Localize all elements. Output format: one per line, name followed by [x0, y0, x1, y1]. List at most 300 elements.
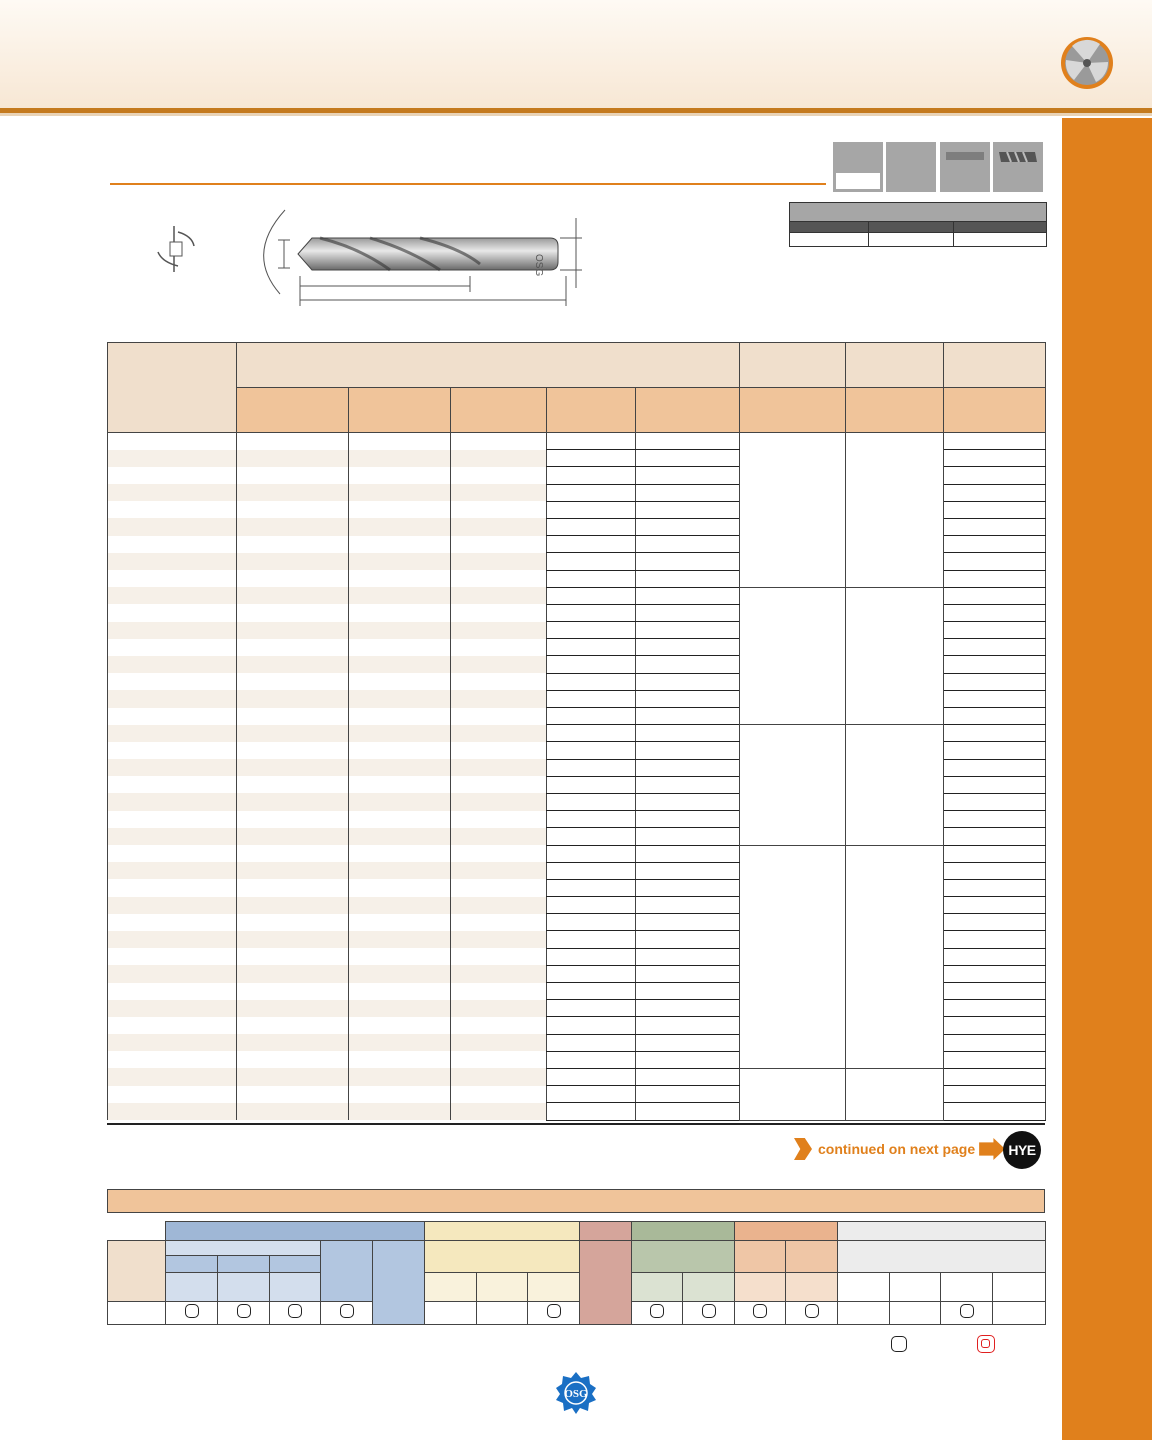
table-cell [349, 1017, 451, 1034]
rating-cell [270, 1302, 321, 1325]
table-cell [108, 518, 237, 535]
table-cell [944, 450, 1046, 467]
rating-cell [321, 1302, 373, 1325]
table-cell [349, 845, 451, 862]
table-cell [349, 639, 451, 656]
table-merged-cell [740, 845, 846, 1068]
table-cell [636, 811, 740, 828]
table-cell [547, 467, 636, 484]
table-cell [944, 518, 1046, 535]
table-cell [636, 501, 740, 518]
table-cell [108, 484, 237, 501]
material-sub-cell [270, 1273, 321, 1302]
table-cell [237, 501, 349, 518]
table-cell [944, 1034, 1046, 1051]
table-row [108, 587, 1046, 604]
material-sub-carbon [166, 1241, 321, 1256]
rating-cell [890, 1302, 941, 1325]
material-group-steel [166, 1222, 425, 1241]
table-cell [237, 845, 349, 862]
rating-cell [838, 1302, 890, 1325]
table-cell [237, 450, 349, 467]
table-cell [944, 1051, 1046, 1068]
table-cell [636, 587, 740, 604]
table-cell [451, 811, 547, 828]
table-cell [636, 673, 740, 690]
table-cell [237, 862, 349, 879]
table-cell [451, 1086, 547, 1103]
recommended-icon [805, 1304, 819, 1318]
arrow-right-icon [979, 1138, 1005, 1160]
table-cell [108, 742, 237, 759]
table-cell [636, 931, 740, 948]
material-banner [107, 1189, 1045, 1213]
table-cell [547, 501, 636, 518]
table-cell [547, 450, 636, 467]
table-cell [108, 604, 237, 621]
rating-cell [632, 1302, 683, 1325]
table-cell [636, 965, 740, 982]
material-sub-cell [218, 1273, 270, 1302]
spec-cell [869, 233, 954, 247]
material-sub-cast-iron [580, 1241, 632, 1325]
table-cell [237, 828, 349, 845]
table-row [108, 725, 1046, 742]
material-sub-cell [477, 1273, 528, 1302]
table-cell [451, 759, 547, 776]
recommended-icon [340, 1304, 354, 1318]
table-cell [547, 862, 636, 879]
material-sub-cell [166, 1273, 218, 1302]
section-sidebar [1062, 118, 1152, 1440]
col-header-feed [846, 388, 944, 433]
table-cell [237, 811, 349, 828]
rating-row-header [108, 1302, 166, 1325]
table-cell [547, 690, 636, 707]
table-cell [547, 1103, 636, 1120]
recommended-icon [237, 1304, 251, 1318]
table-cell [349, 1086, 451, 1103]
osg-logo [554, 1370, 598, 1414]
table-cell [108, 1034, 237, 1051]
table-cell [451, 983, 547, 1000]
table-cell [636, 793, 740, 810]
table-cell [636, 759, 740, 776]
table-cell [636, 1068, 740, 1085]
table-cell [237, 622, 349, 639]
continued-notice[interactable] [794, 1137, 1005, 1161]
table-cell [944, 1000, 1046, 1017]
rating-cell [218, 1302, 270, 1325]
col-header-group-a [740, 343, 846, 388]
table-cell [944, 742, 1046, 759]
page-header [0, 0, 1152, 108]
table-cell [108, 639, 237, 656]
table-cell [636, 742, 740, 759]
table-cell [349, 656, 451, 673]
table-merged-cell [740, 587, 846, 725]
table-cell [237, 587, 349, 604]
table-cell [547, 828, 636, 845]
table-cell [636, 1103, 740, 1120]
rating-cell [528, 1302, 580, 1325]
material-sub-titanium [632, 1241, 735, 1273]
table-cell [636, 725, 740, 742]
table-cell [547, 518, 636, 535]
col-header-shank [636, 388, 740, 433]
table-cell [547, 656, 636, 673]
table-cell [108, 1068, 237, 1085]
table-cell [944, 914, 1046, 931]
table-cell [108, 845, 237, 862]
table-cell [108, 1017, 237, 1034]
spec-header [790, 203, 1047, 222]
table-cell [237, 467, 349, 484]
table-cell [636, 1051, 740, 1068]
table-cell [108, 897, 237, 914]
table-cell [636, 536, 740, 553]
table-cell [451, 501, 547, 518]
table-cell [547, 673, 636, 690]
table-cell [451, 1017, 547, 1034]
table-cell [237, 965, 349, 982]
table-cell [451, 776, 547, 793]
material-sub-cell [425, 1273, 477, 1302]
table-cell [237, 742, 349, 759]
col-header-speed [740, 388, 846, 433]
table-cell [451, 1000, 547, 1017]
material-sub-cell [786, 1273, 838, 1302]
table-cell [451, 914, 547, 931]
table-cell [108, 501, 237, 518]
table-merged-cell [740, 725, 846, 845]
header-rule-shadow [0, 113, 1152, 116]
table-cell [944, 1103, 1046, 1120]
table-cell [237, 793, 349, 810]
material-sub-cell [218, 1256, 270, 1273]
table-cell [451, 931, 547, 948]
table-cell [636, 862, 740, 879]
table-cell [349, 1068, 451, 1085]
table-cell [108, 1086, 237, 1103]
table-cell [349, 708, 451, 725]
material-sub-cell [838, 1273, 890, 1302]
recommended-icon [960, 1304, 974, 1318]
table-cell [547, 897, 636, 914]
table-cell [547, 708, 636, 725]
table-cell [547, 484, 636, 501]
table-cell [547, 1086, 636, 1103]
table-cell [944, 948, 1046, 965]
table-cell [636, 948, 740, 965]
material-sub-other [838, 1241, 1046, 1273]
table-cell [547, 1051, 636, 1068]
table-cell [349, 1034, 451, 1051]
table-cell [451, 845, 547, 862]
table-cell [108, 759, 237, 776]
material-sub-cell [528, 1273, 580, 1302]
table-cell [636, 1086, 740, 1103]
table-cell [237, 673, 349, 690]
col-header-group-c [944, 343, 1046, 388]
spec-col-header [790, 222, 869, 233]
table-cell [547, 914, 636, 931]
coating-category-icon [833, 142, 883, 192]
drill-category-icon [886, 142, 936, 192]
table-cell [451, 587, 547, 604]
table-cell [237, 897, 349, 914]
table-cell [547, 879, 636, 896]
material-sub-cell [270, 1256, 321, 1273]
table-cell [237, 1034, 349, 1051]
material-group-titanium [632, 1222, 735, 1241]
table-cell [944, 725, 1046, 742]
table-cell [237, 604, 349, 621]
table-cell [349, 983, 451, 1000]
table-cell [944, 1068, 1046, 1085]
rating-cell [166, 1302, 218, 1325]
table-cell [237, 776, 349, 793]
table-cell [108, 811, 237, 828]
material-sub-cell [632, 1273, 683, 1302]
col-header-flute-length [451, 388, 547, 433]
material-sub-aluminum [735, 1241, 786, 1273]
table-cell [451, 1068, 547, 1085]
table-cell [944, 1086, 1046, 1103]
material-sub-hardened [373, 1241, 425, 1325]
table-cell [237, 1103, 349, 1120]
col-header-overall-length [547, 388, 636, 433]
col-header-edp [108, 343, 237, 433]
table-cell [349, 673, 451, 690]
material-row-header [108, 1241, 166, 1302]
table-cell [636, 1017, 740, 1034]
table-cell [636, 484, 740, 501]
table-merged-cell [846, 1068, 944, 1120]
table-cell [636, 604, 740, 621]
table-cell [451, 536, 547, 553]
title-rule [110, 183, 826, 185]
table-cell [349, 501, 451, 518]
table-cell [349, 965, 451, 982]
table-cell [636, 467, 740, 484]
table-cell [451, 742, 547, 759]
table-cell [451, 708, 547, 725]
svg-text:OSG: OSG [564, 1388, 588, 1400]
table-cell [636, 656, 740, 673]
table-cell [108, 673, 237, 690]
table-cell [349, 1000, 451, 1017]
table-cell [547, 742, 636, 759]
table-cell [237, 725, 349, 742]
table-cell [349, 484, 451, 501]
table-cell [237, 1068, 349, 1085]
rating-cell [735, 1302, 786, 1325]
table-cell [451, 484, 547, 501]
material-sub-stainless [425, 1241, 580, 1273]
table-cell [547, 811, 636, 828]
table-cell [636, 897, 740, 914]
table-cell [547, 622, 636, 639]
table-cell [636, 983, 740, 1000]
table-cell [547, 931, 636, 948]
recommended-icon [753, 1304, 767, 1318]
table-cell [944, 965, 1046, 982]
rating-cell [425, 1302, 477, 1325]
table-cell [349, 879, 451, 896]
table-cell [547, 1000, 636, 1017]
table-cell [349, 776, 451, 793]
table-cell [944, 484, 1046, 501]
table-cell [108, 622, 237, 639]
rating-cell [683, 1302, 735, 1325]
table-cell [944, 467, 1046, 484]
table-cell [451, 433, 547, 450]
table-cell [237, 656, 349, 673]
table-cell [349, 931, 451, 948]
table-cell [451, 948, 547, 965]
flute-category-icon [993, 142, 1043, 192]
table-cell [636, 570, 740, 587]
table-cell [349, 742, 451, 759]
table-merged-cell [846, 725, 944, 845]
table-cell [451, 793, 547, 810]
table-cell [547, 553, 636, 570]
table-cell [108, 1000, 237, 1017]
table-cell [451, 622, 547, 639]
table-cell [349, 450, 451, 467]
drill-point-end-view-icon [152, 222, 200, 276]
table-cell [547, 604, 636, 621]
recommended-icon [650, 1304, 664, 1318]
table-cell [451, 725, 547, 742]
table-row [108, 845, 1046, 862]
table-cell [108, 467, 237, 484]
table-cell [547, 433, 636, 450]
table-cell [451, 879, 547, 896]
table-cell [451, 467, 547, 484]
recommended-icon [547, 1304, 561, 1318]
material-table [107, 1221, 1046, 1325]
material-group-stainless [425, 1222, 580, 1241]
table-cell [349, 467, 451, 484]
table-merged-cell [846, 433, 944, 588]
table-cell [349, 1051, 451, 1068]
table-cell [237, 1051, 349, 1068]
table-cell [108, 690, 237, 707]
table-cell [636, 518, 740, 535]
table-cell [108, 914, 237, 931]
table-cell [944, 931, 1046, 948]
material-sub-cell [890, 1273, 941, 1302]
table-cell [451, 690, 547, 707]
table-cell [237, 1086, 349, 1103]
table-cell [547, 1068, 636, 1085]
table-cell [636, 433, 740, 450]
table-cell [108, 553, 237, 570]
table-cell [547, 1034, 636, 1051]
table-cell [636, 1034, 740, 1051]
col-header-decimal [349, 388, 451, 433]
table-cell [108, 570, 237, 587]
material-group-other [838, 1222, 1046, 1241]
table-cell [237, 690, 349, 707]
material-sub-cell [993, 1273, 1046, 1302]
table-cell [108, 725, 237, 742]
table-cell [349, 587, 451, 604]
col-header-group-dimensions [237, 343, 740, 388]
spec-cell [954, 233, 1047, 247]
table-cell [636, 914, 740, 931]
svg-text:OSG: OSG [533, 254, 544, 277]
table-cell [237, 570, 349, 587]
table-cell [108, 828, 237, 845]
table-merged-cell [846, 587, 944, 725]
material-sub-cell [683, 1273, 735, 1302]
table-cell [349, 433, 451, 450]
table-cell [944, 587, 1046, 604]
rating-cell [786, 1302, 838, 1325]
table-cell [451, 553, 547, 570]
table-cell [944, 776, 1046, 793]
table-cell [237, 518, 349, 535]
table-cell [451, 1103, 547, 1120]
next-series-badge[interactable]: HYE [1003, 1131, 1041, 1169]
continued-label: continued on next page [818, 1141, 976, 1157]
table-cell [451, 965, 547, 982]
table-cell [944, 673, 1046, 690]
table-cell [547, 536, 636, 553]
table-cell [237, 879, 349, 896]
table-cell [944, 1017, 1046, 1034]
table-cell [547, 759, 636, 776]
table-cell [636, 553, 740, 570]
table-cell [237, 1000, 349, 1017]
table-cell [349, 570, 451, 587]
table-cell [944, 708, 1046, 725]
table-cell [349, 793, 451, 810]
table-cell [451, 673, 547, 690]
table-cell [451, 1051, 547, 1068]
table-cell [349, 725, 451, 742]
table-cell [547, 639, 636, 656]
spec-table [789, 202, 1047, 247]
table-merged-cell [740, 433, 846, 588]
table-cell [944, 570, 1046, 587]
table-cell [944, 897, 1046, 914]
table-cell [547, 1017, 636, 1034]
table-cell [944, 879, 1046, 896]
table-cell [451, 604, 547, 621]
table-cell [944, 983, 1046, 1000]
recommended-legend-icon [891, 1336, 907, 1352]
material-sub-alloy [321, 1241, 373, 1302]
table-cell [349, 518, 451, 535]
table-cell [108, 948, 237, 965]
table-cell [636, 639, 740, 656]
table-cell [237, 759, 349, 776]
table-cell [944, 862, 1046, 879]
table-cell [944, 845, 1046, 862]
table-cell [547, 948, 636, 965]
table-cell [349, 553, 451, 570]
table-merged-cell [846, 845, 944, 1068]
rating-cell [941, 1302, 993, 1325]
drill-cross-section-icon [1060, 36, 1114, 90]
table-merged-cell [740, 1068, 846, 1120]
col-header-stock [944, 388, 1046, 433]
table-cell [944, 536, 1046, 553]
